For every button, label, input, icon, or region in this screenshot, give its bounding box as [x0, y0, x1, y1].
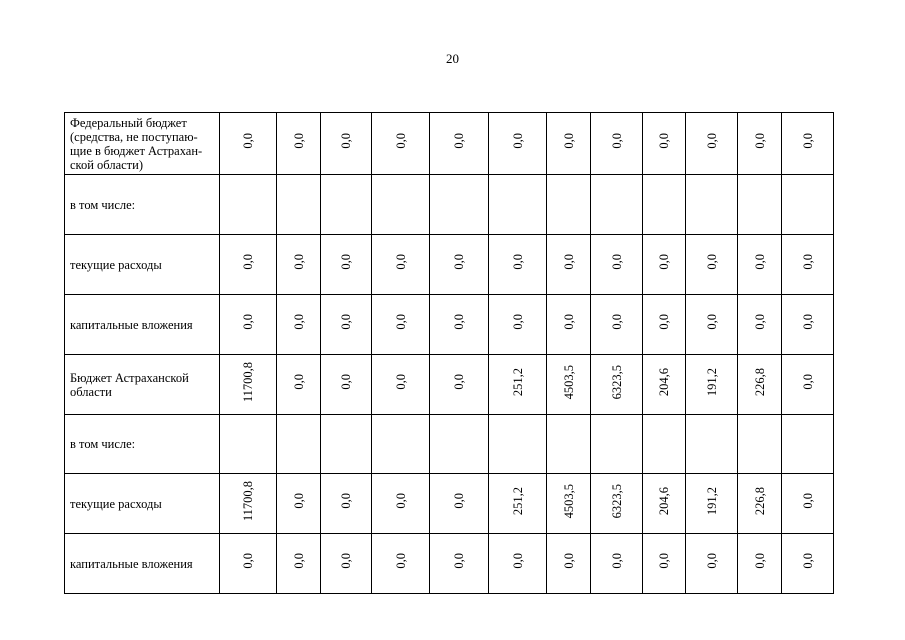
row-regional-capital-investments — [65, 534, 834, 594]
cell-value: 0,0 — [704, 553, 719, 569]
value-cell — [547, 295, 591, 355]
value-cell — [547, 534, 591, 594]
page-number: 20 — [446, 51, 459, 66]
value-cell — [782, 474, 834, 534]
cell-value: 0,0 — [291, 374, 306, 390]
value-cell — [782, 235, 834, 295]
value-cell — [782, 175, 834, 235]
cell-value: 0,0 — [752, 553, 767, 569]
value-cell — [220, 415, 277, 474]
value-cell — [372, 295, 430, 355]
value-cell — [430, 295, 489, 355]
cell-value: 0,0 — [452, 374, 466, 390]
cell-value: 0,0 — [452, 254, 466, 270]
cell-value: 0,0 — [800, 314, 815, 330]
cell-value: 11700,8 — [241, 480, 255, 522]
value-cell — [489, 113, 547, 175]
cell-value: 0,0 — [752, 254, 767, 270]
cell-value: 0,0 — [657, 133, 671, 149]
value-cell — [321, 355, 372, 415]
cell-value: 0,0 — [393, 133, 408, 149]
cell-value: 0,0 — [704, 133, 719, 149]
value-cell — [220, 355, 277, 415]
value-cell — [643, 355, 686, 415]
value-cell — [220, 235, 277, 295]
value-cell — [547, 235, 591, 295]
cell-value: 0,0 — [241, 254, 255, 270]
cell-value: 0,0 — [609, 553, 624, 569]
cell-value: 191,2 — [704, 486, 719, 516]
cell-value: 0,0 — [561, 553, 576, 569]
row-label: капитальные вложения — [65, 534, 220, 594]
value-cell — [782, 534, 834, 594]
cell-value: 0,0 — [339, 553, 353, 569]
value-cell — [489, 355, 547, 415]
value-cell — [738, 474, 782, 534]
cell-value: 251,2 — [510, 367, 525, 397]
value-cell — [686, 415, 738, 474]
value-cell — [686, 474, 738, 534]
value-cell — [686, 534, 738, 594]
value-cell — [489, 235, 547, 295]
cell-value: 0,0 — [452, 133, 466, 149]
row-regional-current-expenses — [65, 474, 834, 534]
cell-value: 0,0 — [291, 254, 306, 270]
value-cell — [591, 415, 643, 474]
value-cell — [782, 355, 834, 415]
value-cell — [547, 113, 591, 175]
value-cell — [686, 355, 738, 415]
value-cell — [738, 295, 782, 355]
value-cell — [782, 295, 834, 355]
cell-value: 0,0 — [393, 553, 408, 569]
value-cell — [489, 175, 547, 235]
value-cell — [321, 235, 372, 295]
value-cell — [430, 235, 489, 295]
value-cell — [643, 295, 686, 355]
cell-value: 0,0 — [241, 553, 255, 569]
value-cell — [738, 355, 782, 415]
row-label: в том числе: — [65, 415, 220, 474]
value-cell — [372, 534, 430, 594]
value-cell — [547, 474, 591, 534]
value-cell — [220, 175, 277, 235]
budget-table — [64, 112, 834, 594]
cell-value: 0,0 — [393, 493, 408, 509]
value-cell — [591, 175, 643, 235]
row-federal-current-expenses — [65, 235, 834, 295]
cell-value: 0,0 — [452, 493, 466, 509]
cell-value: 0,0 — [452, 553, 466, 569]
value-cell — [489, 415, 547, 474]
value-cell — [277, 235, 321, 295]
value-cell — [277, 113, 321, 175]
cell-value: 4503,5 — [561, 364, 576, 400]
value-cell — [220, 474, 277, 534]
cell-value: 0,0 — [241, 133, 255, 149]
value-cell — [220, 113, 277, 175]
value-cell — [738, 415, 782, 474]
value-cell — [643, 534, 686, 594]
cell-value: 0,0 — [800, 553, 815, 569]
row-regional-including — [65, 415, 834, 474]
value-cell — [643, 175, 686, 235]
cell-value: 0,0 — [800, 254, 815, 270]
cell-value: 4503,5 — [561, 483, 576, 519]
cell-value: 204,6 — [657, 486, 671, 516]
cell-value: 0,0 — [339, 314, 353, 330]
value-cell — [277, 474, 321, 534]
row-federal-capital-investments — [65, 295, 834, 355]
row-regional-budget — [65, 355, 834, 415]
row-label: в том числе: — [65, 175, 220, 235]
cell-value: 0,0 — [800, 374, 815, 390]
cell-value: 204,6 — [657, 367, 671, 397]
cell-value: 0,0 — [609, 133, 624, 149]
value-cell — [372, 235, 430, 295]
value-cell — [591, 474, 643, 534]
cell-value: 0,0 — [657, 254, 671, 270]
value-cell — [430, 113, 489, 175]
value-cell — [277, 415, 321, 474]
value-cell — [591, 235, 643, 295]
cell-value: 0,0 — [704, 314, 719, 330]
cell-value: 0,0 — [510, 133, 525, 149]
value-cell — [686, 175, 738, 235]
cell-value: 0,0 — [291, 553, 306, 569]
value-cell — [782, 113, 834, 175]
cell-value: 251,2 — [510, 486, 525, 516]
value-cell — [738, 235, 782, 295]
value-cell — [489, 534, 547, 594]
value-cell — [372, 355, 430, 415]
cell-value: 0,0 — [241, 314, 255, 330]
value-cell — [489, 295, 547, 355]
cell-value: 0,0 — [704, 254, 719, 270]
value-cell — [321, 175, 372, 235]
cell-value: 226,8 — [752, 486, 767, 516]
cell-value: 0,0 — [339, 254, 353, 270]
value-cell — [321, 534, 372, 594]
cell-value: 0,0 — [291, 493, 306, 509]
cell-value: 0,0 — [657, 314, 671, 330]
value-cell — [372, 113, 430, 175]
value-cell — [430, 474, 489, 534]
value-cell — [321, 113, 372, 175]
row-label: Федеральный бюджет (средства, не поступаю-щие в бюджет Астрахан-ской области) — [65, 113, 220, 175]
cell-value: 0,0 — [561, 133, 576, 149]
cell-value: 0,0 — [393, 374, 408, 390]
cell-value: 0,0 — [291, 133, 306, 149]
cell-value: 6323,5 — [609, 483, 624, 519]
row-label: капитальные вложения — [65, 295, 220, 355]
value-cell — [321, 415, 372, 474]
value-cell — [547, 175, 591, 235]
value-cell — [782, 415, 834, 474]
cell-value: 0,0 — [800, 133, 815, 149]
value-cell — [686, 113, 738, 175]
cell-value: 0,0 — [657, 553, 671, 569]
cell-value: 0,0 — [393, 254, 408, 270]
cell-value: 0,0 — [752, 314, 767, 330]
value-cell — [738, 113, 782, 175]
value-cell — [686, 295, 738, 355]
value-cell — [430, 415, 489, 474]
row-federal-including — [65, 175, 834, 235]
value-cell — [372, 415, 430, 474]
cell-value: 0,0 — [452, 314, 466, 330]
cell-value: 0,0 — [800, 493, 815, 509]
value-cell — [643, 235, 686, 295]
value-cell — [277, 534, 321, 594]
value-cell — [220, 534, 277, 594]
cell-value: 191,2 — [704, 367, 719, 397]
cell-value: 0,0 — [510, 254, 525, 270]
cell-value: 0,0 — [609, 254, 624, 270]
value-cell — [277, 355, 321, 415]
cell-value: 0,0 — [609, 314, 624, 330]
row-label: Бюджет Астраханской области — [65, 355, 220, 415]
value-cell — [643, 474, 686, 534]
value-cell — [643, 113, 686, 175]
value-cell — [686, 235, 738, 295]
cell-value: 0,0 — [561, 314, 576, 330]
value-cell — [591, 355, 643, 415]
value-cell — [277, 295, 321, 355]
value-cell — [430, 175, 489, 235]
cell-value: 6323,5 — [609, 364, 624, 400]
value-cell — [372, 474, 430, 534]
value-cell — [547, 355, 591, 415]
cell-value: 0,0 — [510, 553, 525, 569]
cell-value: 0,0 — [339, 133, 353, 149]
value-cell — [591, 534, 643, 594]
value-cell — [220, 295, 277, 355]
cell-value: 11700,8 — [241, 361, 255, 403]
value-cell — [321, 474, 372, 534]
value-cell — [547, 415, 591, 474]
cell-value: 0,0 — [561, 254, 576, 270]
cell-value: 0,0 — [393, 314, 408, 330]
row-federal-budget — [65, 113, 834, 175]
cell-value: 0,0 — [752, 133, 767, 149]
cell-value: 0,0 — [339, 374, 353, 390]
value-cell — [277, 175, 321, 235]
value-cell — [591, 113, 643, 175]
value-cell — [372, 175, 430, 235]
value-cell — [738, 534, 782, 594]
value-cell — [430, 355, 489, 415]
value-cell — [489, 474, 547, 534]
value-cell — [321, 295, 372, 355]
row-label: текущие расходы — [65, 235, 220, 295]
value-cell — [738, 175, 782, 235]
value-cell — [430, 534, 489, 594]
cell-value: 0,0 — [339, 493, 353, 509]
value-cell — [591, 295, 643, 355]
cell-value: 226,8 — [752, 367, 767, 397]
cell-value: 0,0 — [291, 314, 306, 330]
value-cell — [643, 415, 686, 474]
cell-value: 0,0 — [510, 314, 525, 330]
row-label: текущие расходы — [65, 474, 220, 534]
